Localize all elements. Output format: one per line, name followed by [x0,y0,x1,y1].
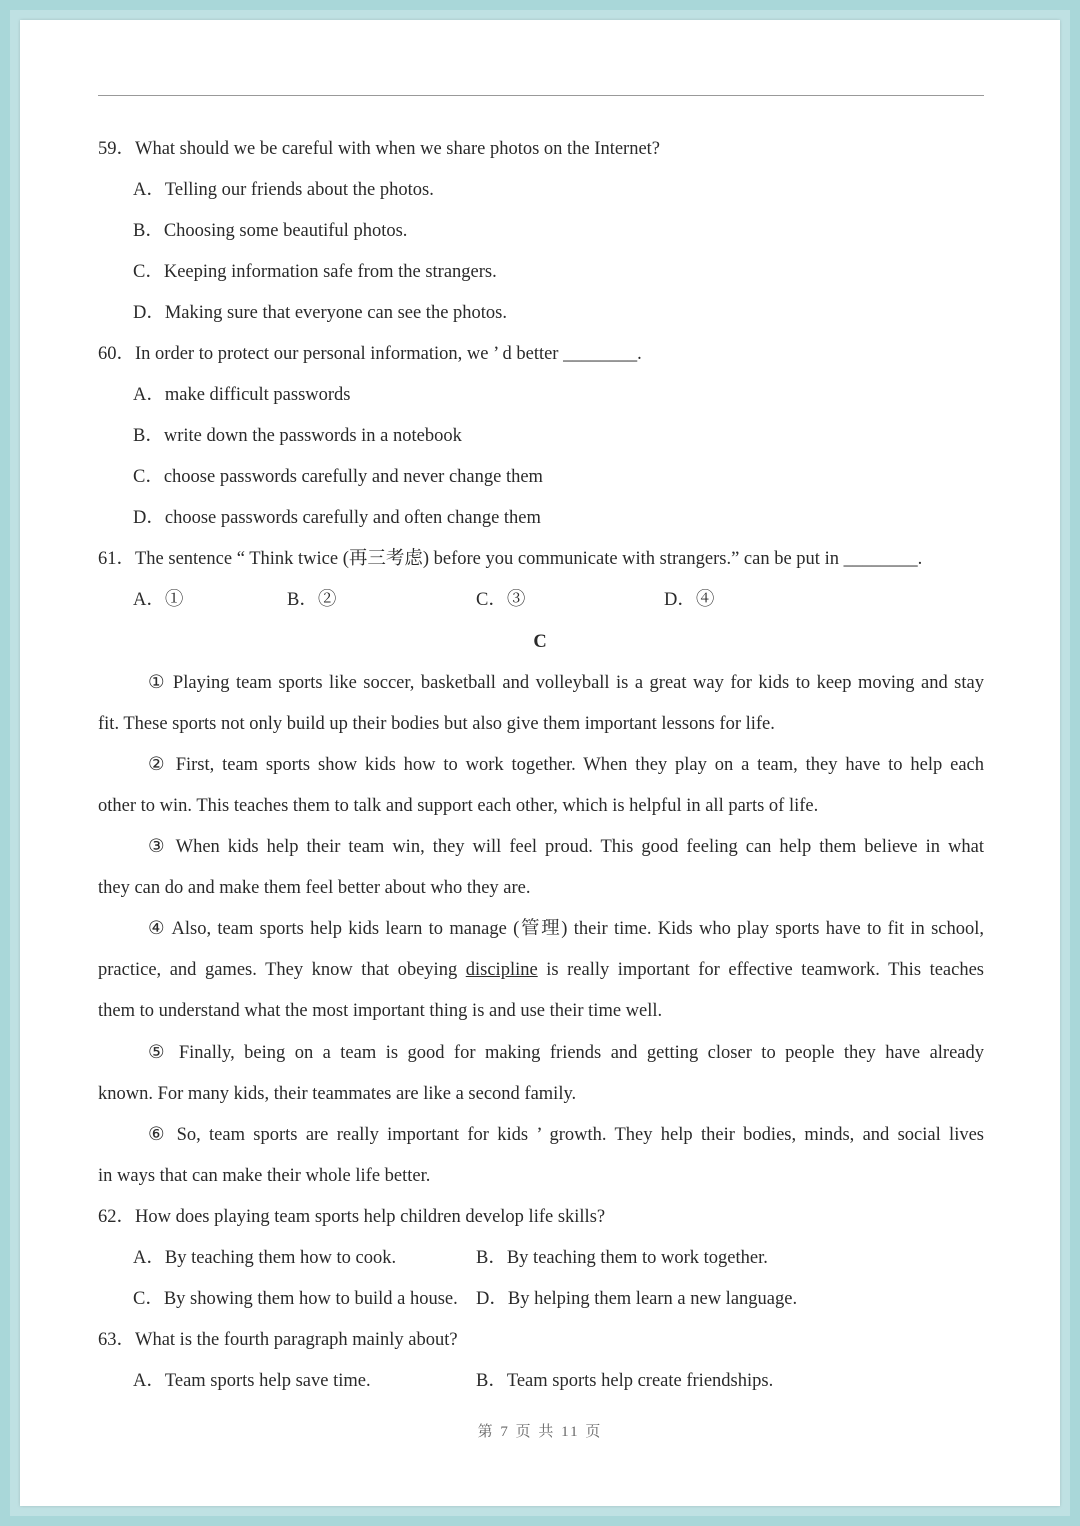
q60-stem: 60．In order to protect our personal information, we ’ d better ________. [98,344,642,364]
para2-line1: ② First, team sports show kids how to work together. When they play on a team, they have to help each [148,755,984,775]
q63-option-b: B．Team sports help create friendships. [476,1371,774,1391]
para1-line2: fit. These sports not only build up their bodies but also give them important lessons for life. [98,714,775,734]
q59-option-b: B．Choosing some beautiful photos. [133,221,408,241]
header-rule [98,95,984,96]
q62-option-a: A．By teaching them how to cook. [133,1248,397,1268]
para4-line2-pre: practice, and games. They know that obeying [98,960,466,980]
q60-option-a: A．make difficult passwords [133,385,351,405]
para4-line1: ④ Also, team sports help kids learn to manage (管理) their time. Kids who play sports have to fit in school, [148,919,984,939]
q63-option-a: A．Team sports help save time. [133,1371,371,1391]
para4-line2-post: is really important for effective teamwork. This teaches [537,960,984,980]
q61-option-d: D．④ [664,590,715,610]
q62-option-c: C．By showing them how to build a house. [133,1289,458,1309]
para3-line2: they can do and make them feel better about who they are. [98,878,531,898]
q59-option-a: A．Telling our friends about the photos. [133,180,434,200]
para6-line2: in ways that can make their whole life better. [98,1166,431,1186]
q60-option-b: B．write down the passwords in a notebook [133,426,462,446]
q61-stem: 61．The sentence “ Think twice (再三考虑) before you communicate with strangers.” can be put in ________. [98,549,923,569]
q63-stem: 63．What is the fourth paragraph mainly about? [98,1330,458,1350]
page-number-footer: 第 7 页 共 11 页 [477,1424,603,1440]
q62-option-b: B．By teaching them to work together. [476,1248,768,1268]
q59-stem: 59．What should we be careful with when we share photos on the Internet? [98,139,661,159]
para2-line2: other to win. This teaches them to talk and support each other, which is helpful in all parts of life. [98,796,819,816]
q61-option-c: C．③ [476,590,526,610]
para1-line1: ① Playing team sports like soccer, basketball and volleyball is a great way for kids to keep moving and stay [148,673,984,693]
para3-line1: ③ When kids help their team win, they will feel proud. This good feeling can help them believe in what [148,837,984,857]
q62-stem: 62．How does playing team sports help children develop life skills? [98,1207,606,1227]
q59-option-c: C．Keeping information safe from the strangers. [133,262,497,282]
q62-option-d: D．By helping them learn a new language. [476,1289,798,1309]
section-c-title: C [533,632,547,652]
para4-line2 [98,958,984,982]
para5-line1: ⑤ Finally, being on a team is good for making friends and getting closer to people they have already [148,1043,984,1063]
para5-line2: known. For many kids, their teammates are like a second family. [98,1084,577,1104]
q61-option-a: A．① [133,590,184,610]
q60-option-c: C．choose passwords carefully and never change them [133,467,543,487]
q59-option-d: D．Making sure that everyone can see the photos. [133,303,508,323]
underlined-word-discipline: discipline [465,960,538,980]
q61-option-b: B．② [287,590,337,610]
q60-option-d: D．choose passwords carefully and often change them [133,508,541,528]
para6-line1: ⑥ So, team sports are really important for kids ’ growth. They help their bodies, minds, and social lives [148,1125,984,1145]
para4-line3: them to understand what the most important thing is and use their time well. [98,1001,663,1021]
